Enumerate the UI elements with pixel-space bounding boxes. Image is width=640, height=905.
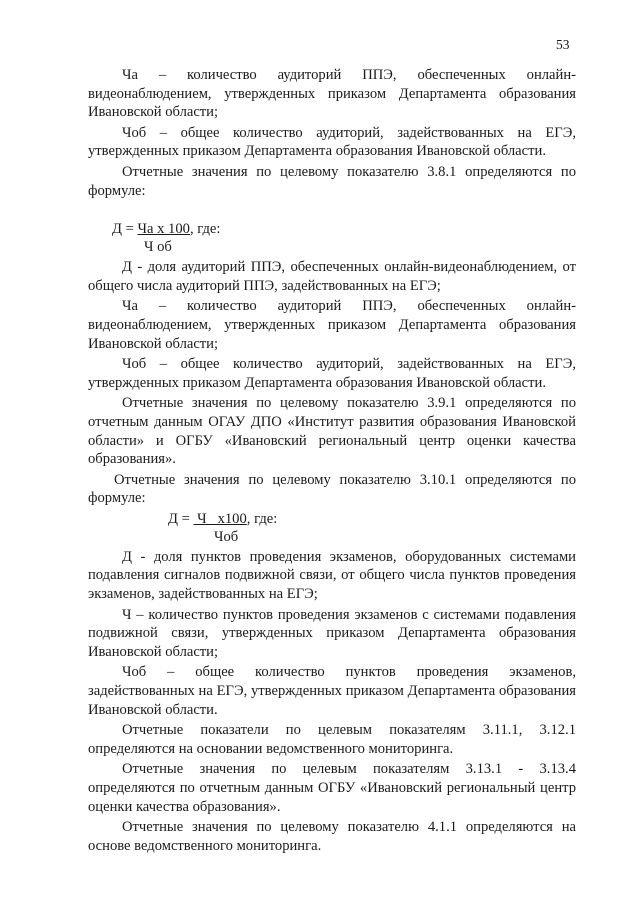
formula-suffix: , где: — [189, 221, 221, 238]
paragraph: Ча – количество аудиторий ППЭ, обеспеченных онлайн-видеонаблюдением, утвержденных приказом Департамента образования Ивановской области; — [88, 298, 576, 352]
paragraph: Отчетные показатели по целевым показателям 3.11.1, 3.12.1 определяются на основании ведомственного мониторинга. — [88, 722, 576, 757]
formula-numerator: Ч x100 — [193, 510, 247, 527]
formula-prefix: Д = — [112, 221, 138, 238]
paragraph: Отчетные значения по целевому показателю 4.1.1 определяются на основе ведомственного мониторинга. — [88, 819, 576, 854]
formula-suffix: , где: — [246, 510, 278, 527]
formula-3-10-1 — [88, 510, 576, 548]
paragraph: Ч – количество пунктов проведения экзаменов с системами подавления подвижной связи, утвержденных приказом Департамента образования Ивановской области; — [88, 606, 576, 660]
paragraph: Ча – количество аудиторий ППЭ, обеспеченных онлайн-видеонаблюдением, утвержденных приказом Департамента образования Ивановской области; — [88, 67, 576, 121]
document-body — [88, 66, 576, 857]
paragraph: Отчетные значения по целевому показателю 3.10.1 определяются по формуле: — [88, 471, 576, 507]
paragraph: Д - доля пунктов проведения экзаменов, оборудованных системами подавления сигналов подвижной связи, от общего числа пунктов проведения экзаменов, задействованных на ЕГЭ; — [88, 548, 576, 603]
formula-numerator-line — [112, 220, 220, 239]
formula-numerator: Ча x 100 — [137, 221, 190, 238]
formula-3-8-1 — [88, 220, 576, 258]
page-number: 53 — [556, 37, 570, 52]
paragraph: Чоб – общее количество аудиторий, задействованных на ЕГЭ, утвержденных приказом Департамента образования Ивановской области. — [88, 356, 576, 391]
formula-denominator: Ч об — [144, 239, 172, 256]
paragraph: Чоб – общее количество пунктов проведения экзаменов, задействованных на ЕГЭ, утвержденных приказом Департамента образования Ивановской области. — [88, 664, 576, 718]
spacer — [88, 202, 576, 220]
formula-numerator-line — [168, 510, 277, 529]
paragraph: Д - доля аудиторий ППЭ, обеспеченных онлайн-видеонаблюдением, от общего числа аудиторий ППЭ, задействованных на ЕГЭ; — [88, 259, 576, 294]
paragraph: Отчетные значения по целевому показателю 3.8.1 определяются по формуле: — [88, 163, 576, 199]
paragraph: Отчетные значения по целевому показателю 3.9.1 определяются по отчетным данным ОГАУ ДПО «Институт развития образования Ивановской области» и ОГБУ «Ивановский региональный центр оценки качества образования». — [88, 395, 576, 468]
paragraph: Отчетные значения по целевым показателям 3.13.1 - 3.13.4 определяются по отчетным данным ОГБУ «Ивановский региональный центр оценки качества образования». — [88, 761, 576, 815]
formula-prefix: Д = — [168, 510, 194, 527]
paragraph: Чоб – общее количество аудиторий, задействованных на ЕГЭ, утвержденных приказом Департамента образования Ивановской области. — [88, 124, 576, 160]
formula-denominator: Чоб — [214, 528, 239, 545]
